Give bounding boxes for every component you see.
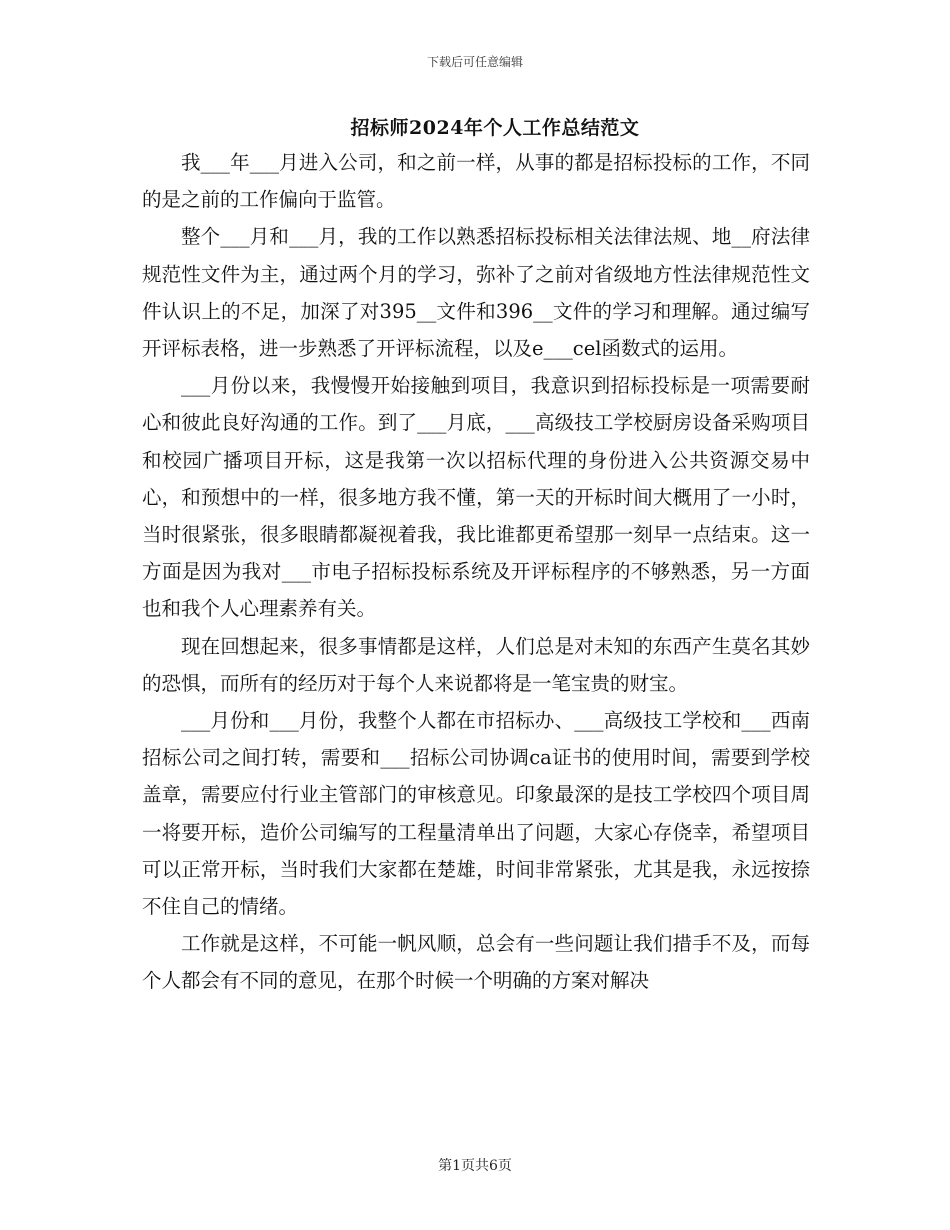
paragraph: 我___年___月进入公司，和之前一样，从事的都是招标投标的工作，不同的是之前的工作偏向于监管。 bbox=[142, 151, 810, 212]
document-body bbox=[142, 144, 810, 1000]
page-number: 第1页共6页 bbox=[438, 1158, 512, 1174]
paragraph: 工作就是这样，不可能一帆风顺，总会有一些问题让我们措手不及，而每个人都会有不同的意见，在那个时候一个明确的方案对解决 bbox=[142, 932, 810, 993]
paragraph: 现在回想起来，很多事情都是这样，人们总是对未知的东西产生莫名其妙的恐惧，而所有的经历对于每个人来说都将是一笔宝贵的财宝。 bbox=[142, 634, 810, 695]
paragraph: 整个___月和___月，我的工作以熟悉招标投标相关法律法规、地__府法律规范性文件为主，通过两个月的学习，弥补了之前对省级地方性法律规范性文件认识上的不足，加深了对395__文件和396__文件的学习和理解。通过编写开评标表格，进一步熟悉了开评标流程，以及e___cel函数式的运用。 bbox=[142, 225, 810, 361]
document-title: 招标师2024年个人工作总结范文 bbox=[350, 117, 640, 139]
header-note: 下载后可任意编辑 bbox=[426, 55, 523, 69]
paragraph: ___月份以来，我慢慢开始接触到项目，我意识到招标投标是一项需要耐心和彼此良好沟通的工作。到了___月底，___高级技工学校厨房设备采购项目和校园广播项目开标，这是我第一次以招标代理的身份进入公共资源交易中心，和预想中的一样，很多地方我不懂，第一天的开标时间大概用了一小时，当时很紧张，很多眼睛都凝视着我，我比谁都更希望那一刻早一点结束。这一方面是因为我对___市电子招标投标系统及开评标程序的不够熟悉，另一方面也和我个人心理素养有关。 bbox=[142, 374, 810, 621]
paragraph: ___月份和___月份，我整个人都在市招标办、___高级技工学校和___西南招标公司之间打转，需要和___招标公司协调ca证书的使用时间，需要到学校盖章，需要应付行业主管部门的审核意见。印象最深的是技工学校四个项目周一将要开标，造价公司编写的工程量清单出了问题，大家心存侥幸，希望项目可以正常开标，当时我们大家都在楚雄，时间非常紧张，尤其是我，永远按捺不住自己的情绪。 bbox=[142, 709, 810, 919]
